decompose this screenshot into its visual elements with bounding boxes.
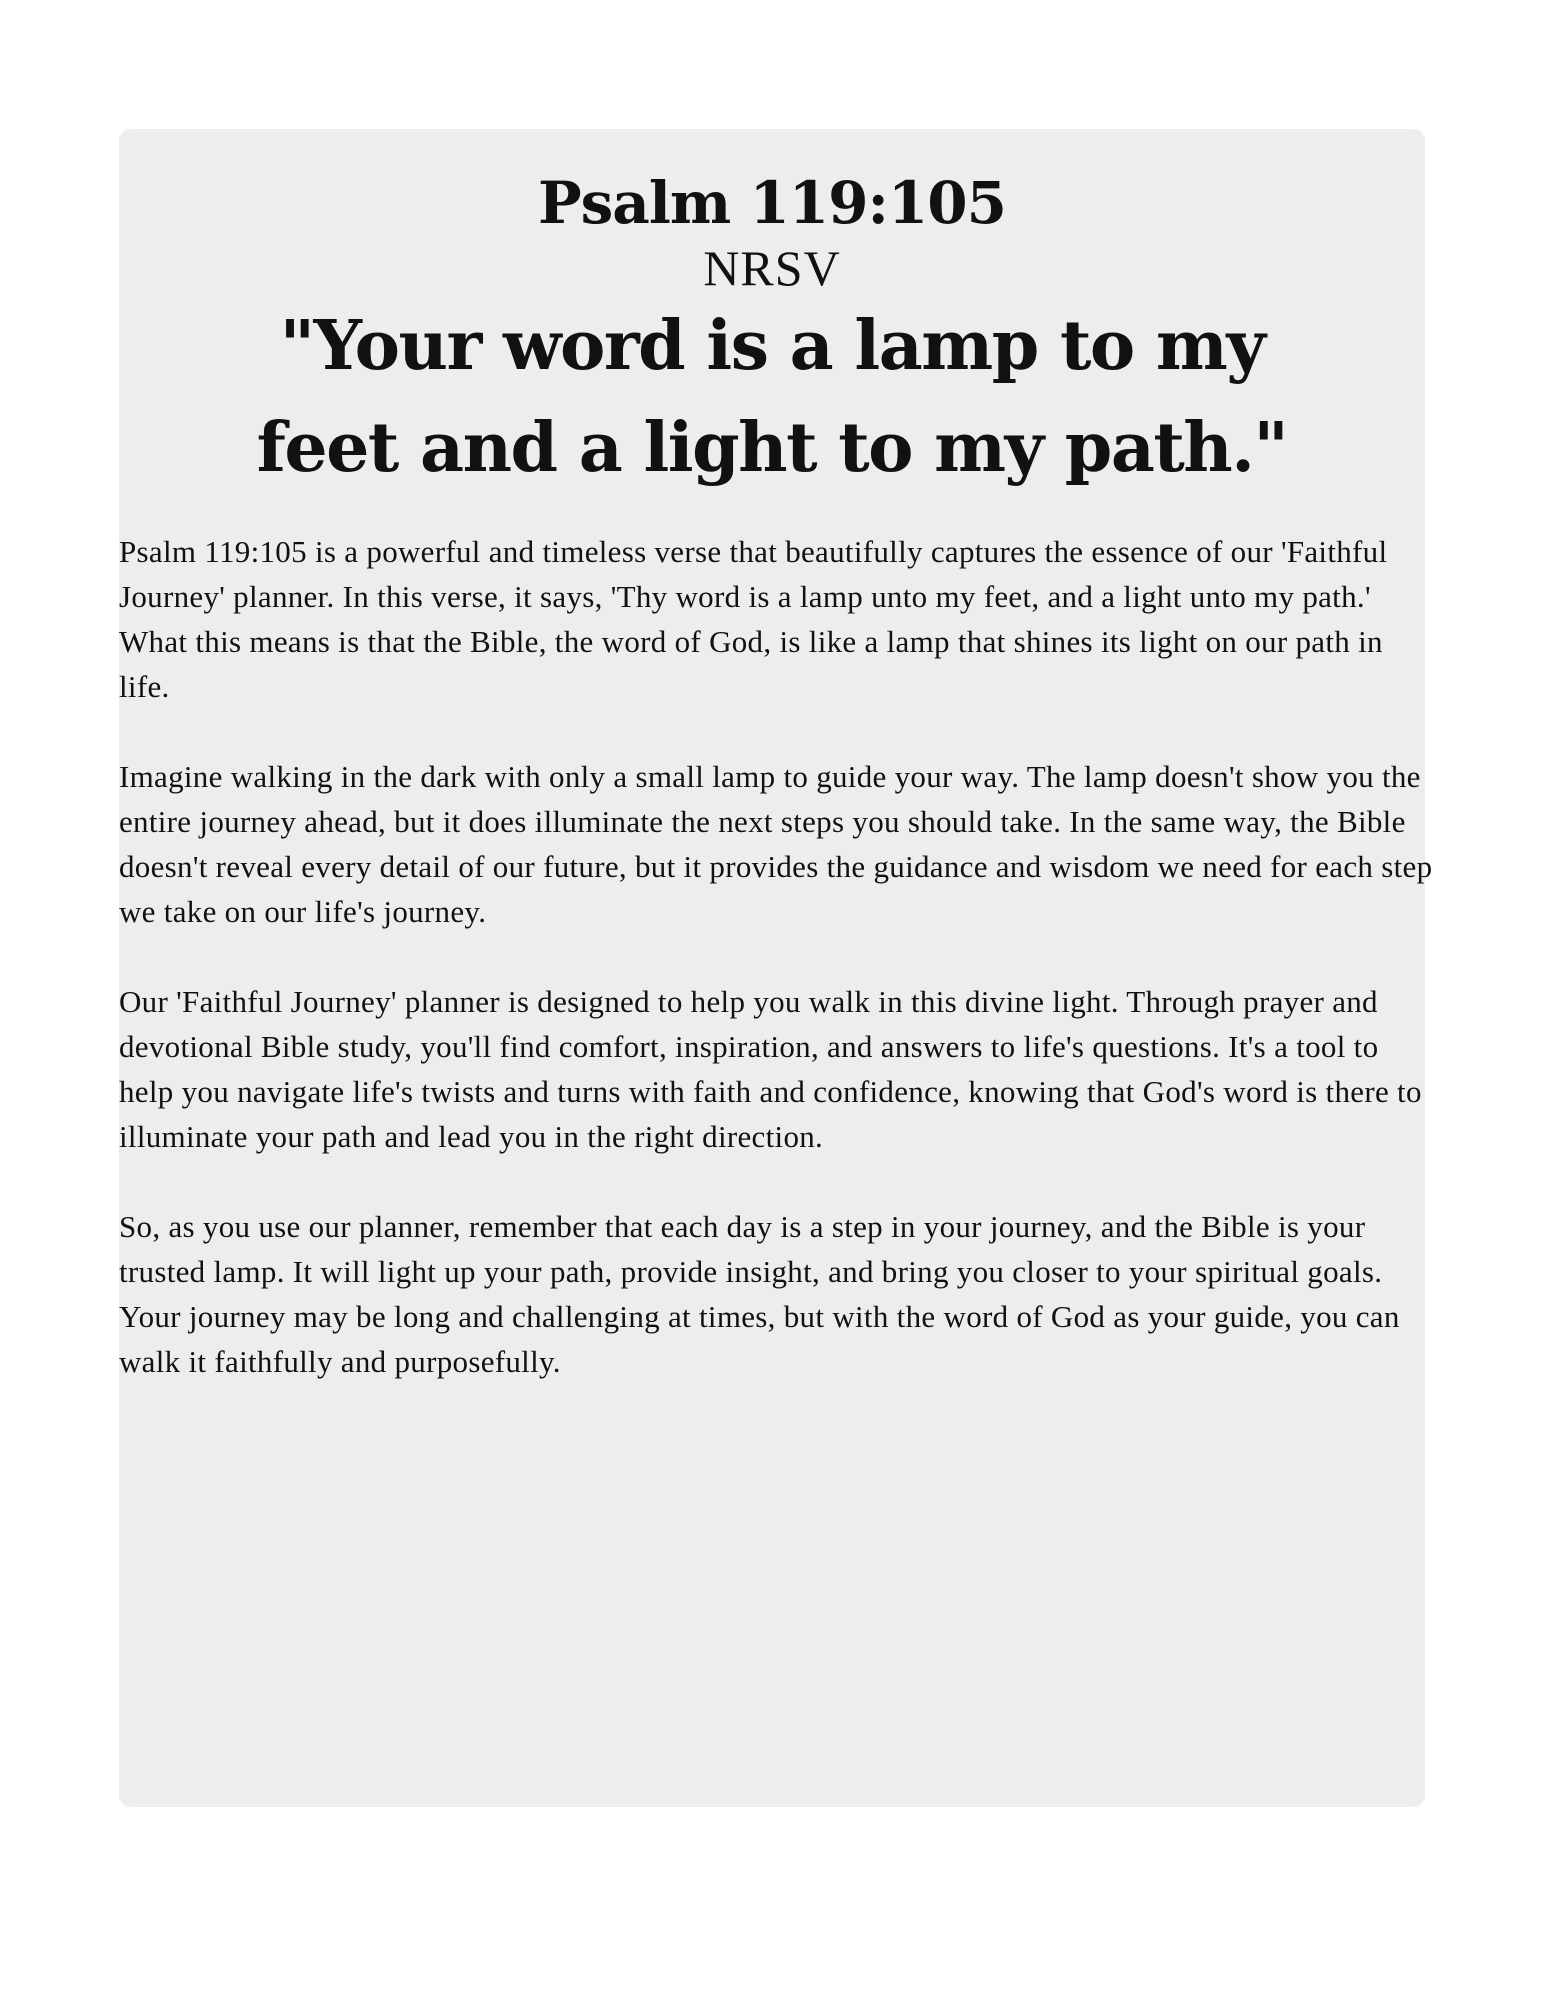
- paragraph-2: Imagine walking in the dark with only a small lamp to guide your way. The lamp doesn't show you the entire journey ahead, but it does illuminate the next steps you should take. In the same way, the Bible doesn't reveal every detail of our future, but it provides the guidance and wisdom we need for each step we take on our life's journey.: [119, 759, 1433, 929]
- paragraph-3: Our 'Faithful Journey' planner is designed to help you walk in this divine light. Through prayer and devotional Bible study, you'll find comfort, inspiration, and answers to life's questions. It's a tool to help you navigate life's twists and turns with faith and confidence, knowing that God's word is there to illuminate your path and lead you in the right direction.: [119, 984, 1422, 1154]
- bible-version: NRSV: [703, 240, 841, 296]
- verse-quote: [119, 295, 1425, 499]
- page-card: [119, 129, 1433, 1807]
- paragraph-4: So, as you use our planner, remember that each day is a step in your journey, and the Bible is your trusted lamp. It will light up your path, provide insight, and bring you closer to your spiritual goals. Your journey may be long and challenging at times, but with the word of God as your guide, you can walk it faithfully and purposefully.: [119, 1209, 1400, 1379]
- verse-reference: Psalm 119:105: [538, 169, 1006, 237]
- verse-quote-line-2: feet and a light to my path.": [256, 408, 1288, 488]
- verse-quote-line-1: "Your word is a lamp to my: [279, 306, 1265, 386]
- paragraph-1: Psalm 119:105 is a powerful and timeless verse that beautifully captures the essence of our 'Faithful Journey' planner. In this verse, it says, 'Thy word is a lamp unto my feet, and a light unto my path.' What this means is that the Bible, the word of God, is like a lamp that shines its light on our path in life.: [119, 534, 1388, 704]
- body-text: [119, 529, 1439, 1429]
- verse-header: [119, 165, 1425, 499]
